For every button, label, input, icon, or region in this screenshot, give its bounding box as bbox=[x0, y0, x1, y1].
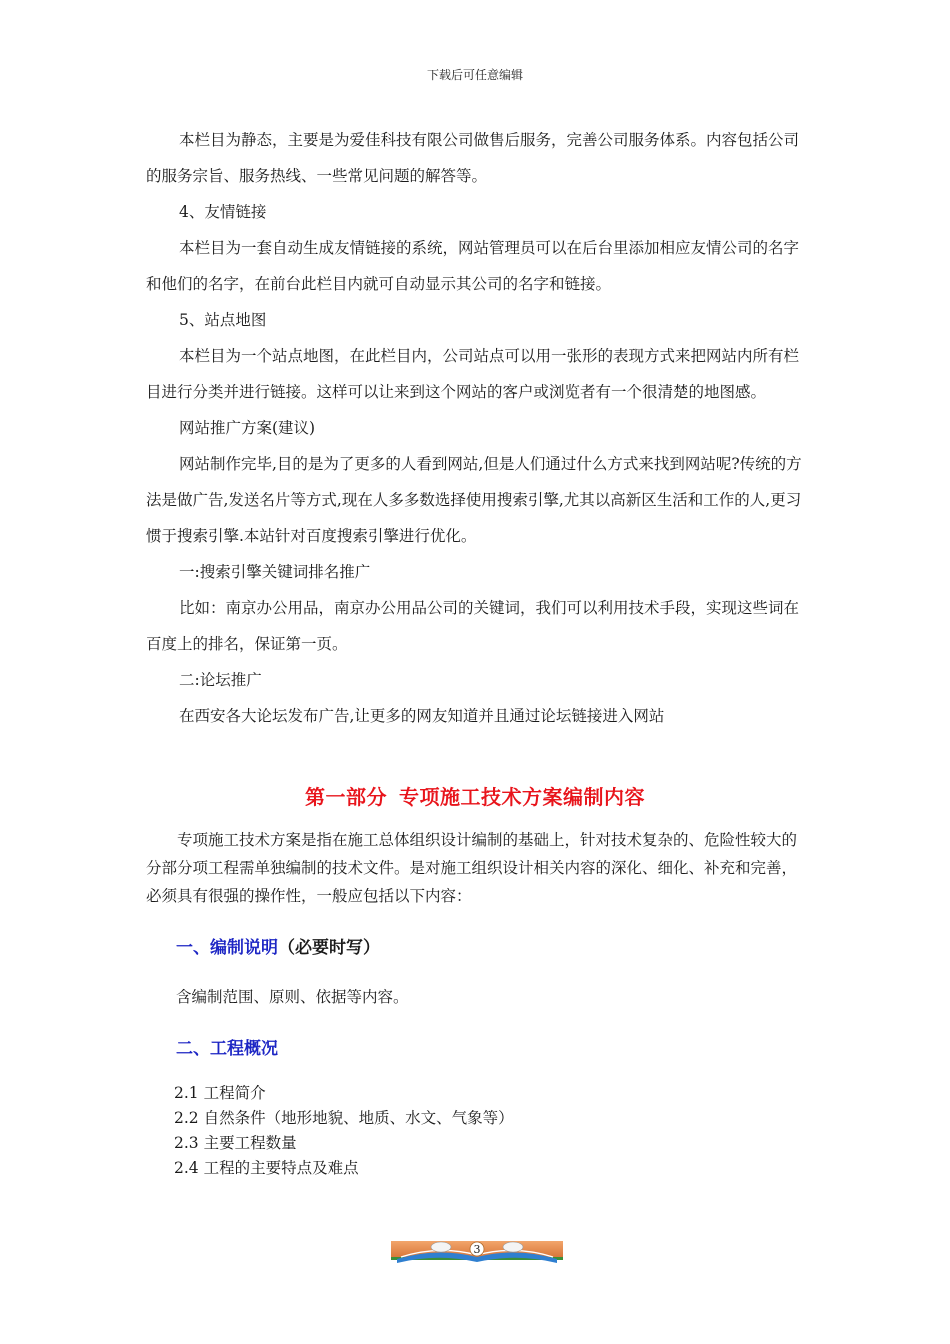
section1-body: 含编制范围、原则、依据等内容。 bbox=[176, 988, 409, 1006]
section1-heading bbox=[176, 933, 380, 958]
list-item: 2.3 主要工程数量 bbox=[174, 1134, 297, 1152]
page-header: 下载后可任意编辑 bbox=[426, 68, 523, 82]
item-search-engine: 一:搜索引擎关键词排名推广 bbox=[179, 563, 371, 581]
intro-paragraph: 专项施工技术方案是指在施工总体组织设计编制的基础上，针对技术复杂的、危险性较大的分部分项工程需单独编制的技术文件。是对施工组织设计相关内容的深化、细化、补充和完善，必须具有很强的操作性，一般应包括以下内容： bbox=[146, 831, 798, 905]
item-forum: 二:论坛推广 bbox=[179, 671, 262, 689]
list-item: 2.4 工程的主要特点及难点 bbox=[174, 1159, 359, 1177]
paragraph-after-sales: 本栏目为静态，主要是为爱佳科技有限公司做售后服务，完善公司服务体系。内容包括公司的服务宗旨、服务热线、一些常见问题的解答等。 bbox=[146, 131, 800, 185]
section2-title: 二、工程概况 bbox=[176, 1039, 278, 1059]
part-title-left: 第一部分 bbox=[305, 785, 387, 809]
paragraph-promotion: 网站制作完毕,目的是为了更多的人看到网站,但是人们通过什么方式来找到网站呢?传统的方法是做广告,发送名片等方式,现在人多多数选择使用搜索引擎,尤其以高新区生活和工作的人,更习惯于搜索引擎.本站针对百度搜索引擎进行优化。 bbox=[146, 455, 802, 545]
section2-heading bbox=[176, 1034, 278, 1059]
part-title-right: 专项施工技术方案编制内容 bbox=[399, 785, 645, 809]
heading-friend-links: 4、友情链接 bbox=[179, 203, 267, 221]
section2-list bbox=[174, 1081, 514, 1181]
paragraph-site-map: 本栏目为一个站点地图，在此栏目内，公司站点可以用一张形的表现方式来把网站内所有栏目进行分类并进行链接。这样可以让来到这个网站的客户或浏览者有一个很清楚的地图感。 bbox=[146, 347, 800, 401]
section1-title: 一、编制说明 bbox=[176, 938, 278, 958]
paragraph-keywords: 比如：南京办公用品，南京办公用品公司的关键词，我们可以利用技术手段，实现这些词在百度上的排名，保证第一页。 bbox=[146, 599, 800, 653]
section1-note: （必要时写） bbox=[278, 938, 380, 958]
page-number: 3 bbox=[473, 1243, 481, 1256]
top-section bbox=[146, 122, 808, 734]
heading-site-map: 5、站点地图 bbox=[179, 311, 267, 329]
footer-book-logo bbox=[391, 1237, 563, 1265]
part-title bbox=[0, 781, 950, 810]
list-item: 2.2 自然条件（地形地貌、地质、水文、气象等） bbox=[174, 1109, 514, 1127]
paragraph-forum: 在西安各大论坛发布广告,让更多的网友知道并且通过论坛链接进入网站 bbox=[179, 707, 665, 725]
list-item: 2.1 工程简介 bbox=[174, 1084, 266, 1102]
paragraph-friend-links: 本栏目为一套自动生成友情链接的系统，网站管理员可以在后台里添加相应友情公司的名字和他们的名字，在前台此栏目内就可自动显示其公司的名字和链接。 bbox=[146, 239, 800, 293]
heading-promotion-plan: 网站推广方案(建议) bbox=[179, 419, 316, 437]
